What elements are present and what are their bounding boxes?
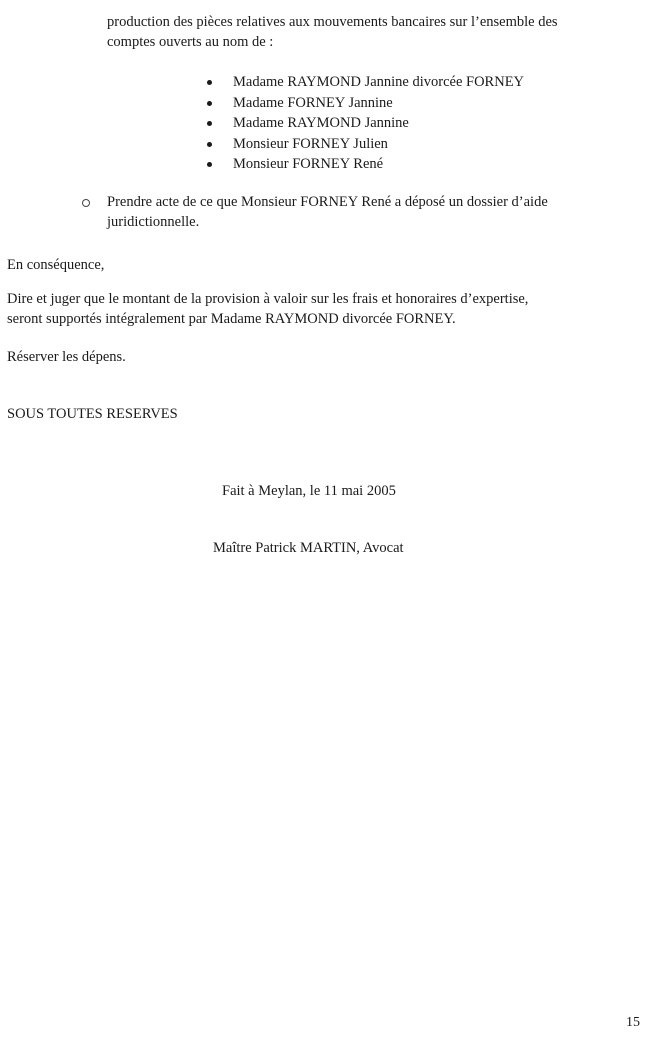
decision-paragraph	[7, 289, 627, 329]
account-holder-name: Monsieur FORNEY René	[233, 156, 384, 172]
account-holders-list	[207, 72, 627, 175]
bullet-icon	[207, 80, 212, 85]
reservations-text: SOUS TOUTES RESERVES	[7, 406, 178, 422]
bullet-icon	[207, 162, 212, 167]
legal-aid-line-2: juridictionnelle.	[107, 214, 200, 230]
account-holder-name: Madame FORNEY Jannine	[233, 94, 393, 111]
bullet-icon	[207, 142, 212, 147]
account-holder-name: Madame RAYMOND Jannine	[233, 115, 409, 131]
list-item	[207, 134, 627, 155]
list-item	[207, 113, 627, 134]
bullet-icon	[207, 101, 212, 106]
signatory-text: Maître Patrick MARTIN, Avocat	[213, 540, 404, 556]
legal-aid-line-1: Prendre acte de ce que Monsieur FORNEY René a déposé un dossier d’aide	[107, 194, 548, 210]
consequence-text: En conséquence,	[7, 257, 105, 273]
list-item	[207, 154, 627, 175]
decision-line-2: seront supportés intégralement par Madame RAYMOND divorcée FORNEY.	[7, 311, 456, 327]
reserve-costs-text: Réserver les dépens.	[7, 349, 126, 365]
intro-line-2: comptes ouverts au nom de :	[107, 34, 274, 50]
list-item	[207, 93, 627, 114]
account-holder-name: Madame RAYMOND Jannine divorcée FORNEY	[233, 74, 525, 90]
legal-aid-item	[82, 192, 627, 232]
page-number: 15	[626, 1015, 640, 1030]
bullet-icon	[207, 121, 212, 126]
decision-line-1: Dire et juger que le montant de la provision à valoir sur les frais et honoraires d’expertise,	[7, 291, 529, 307]
list-item	[207, 72, 627, 93]
place-date-text: Fait à Meylan, le 11 mai 2005	[222, 483, 396, 499]
intro-paragraph	[107, 12, 637, 52]
intro-line-1: production des pièces relatives aux mouvements bancaires sur l’ensemble des	[107, 14, 558, 30]
circle-bullet-icon	[82, 199, 90, 207]
account-holder-name: Monsieur FORNEY Julien	[233, 135, 388, 152]
